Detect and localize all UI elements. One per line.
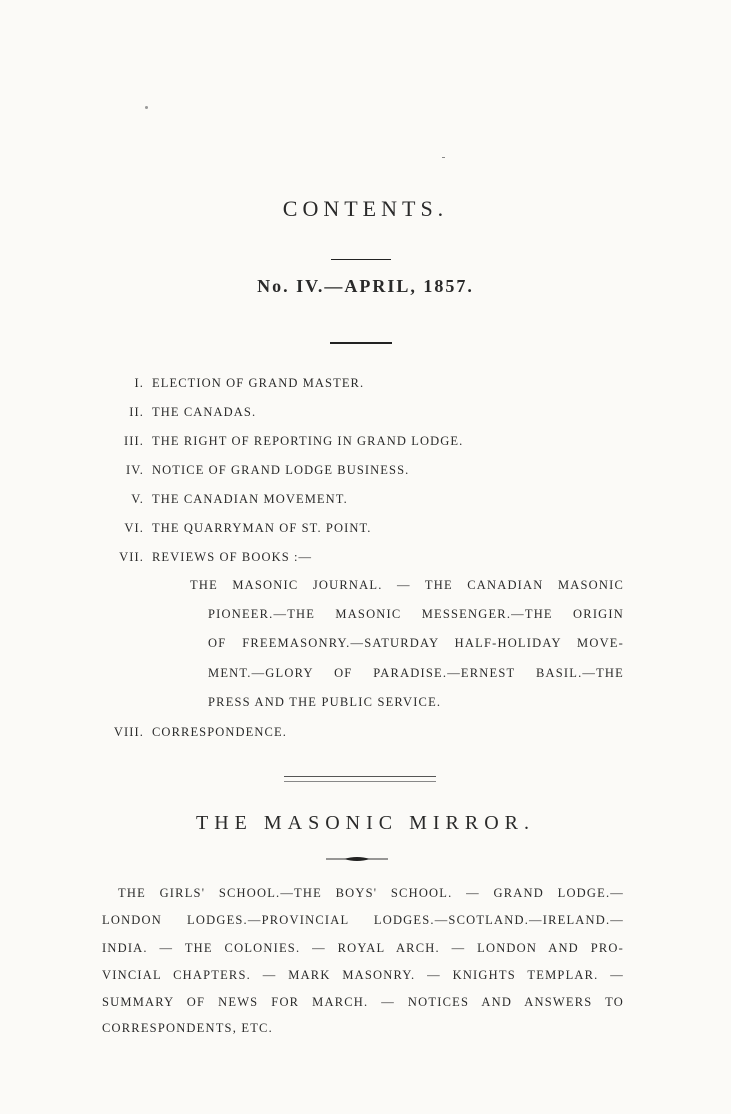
review-line: PIONEER.—THE MASONIC MESSENGER.—THE ORIGIN [208,607,624,621]
list-item [100,550,312,565]
list-item [100,376,364,391]
item-text: THE QUARRYMAN OF ST. POINT. [152,521,372,535]
list-item [100,463,409,478]
item-number: VI. [124,521,144,535]
issue-rule [330,342,392,344]
item-text: CORRESPONDENCE. [152,725,287,739]
ornament-rule [326,856,388,862]
item-number: III. [123,434,144,448]
list-item [100,725,287,740]
item-number: VIII. [113,725,144,739]
page-title: CONTENTS. [282,196,449,221]
review-line: MENT.—GLORY OF PARADISE.—ERNEST BASIL.—THE [208,666,624,680]
issue-line: No. IV.—APRIL, 1857. [257,276,474,296]
mirror-line: VINCIAL CHAPTERS. — MARK MASONRY. — KNIGHTS TEMPLAR. — [102,968,624,982]
item-text: NOTICE OF GRAND LODGE BUSINESS. [152,463,410,477]
mirror-line: SUMMARY OF NEWS FOR MARCH. — NOTICES AND ANSWERS TO [102,995,624,1009]
item-number: V. [131,492,144,506]
mirror-line: CORRESPONDENTS, ETC. [102,1021,273,1035]
list-item [100,434,463,449]
review-line: THE MASONIC JOURNAL. — THE CANADIAN MASONIC [190,578,624,592]
item-text: THE RIGHT OF REPORTING IN GRAND LODGE. [152,434,464,448]
section-title: THE MASONIC MIRROR. [195,812,536,834]
mirror-line: LONDON LODGES.—PROVINCIAL LODGES.—SCOTLAND.—IRELAND.— [102,913,624,927]
list-item [100,405,256,420]
mirror-line: THE GIRLS' SCHOOL.—THE BOYS' SCHOOL. — GRAND LODGE.— [118,886,624,900]
list-item [100,521,372,536]
item-number: VII. [119,550,144,564]
item-number: II. [129,405,144,419]
paper-speck [145,106,148,109]
item-text: REVIEWS OF BOOKS :— [152,550,313,564]
item-number: I. [134,376,144,390]
title-rule [331,259,391,260]
review-line: OF FREEMASONRY.—SATURDAY HALF-HOLIDAY MOVE- [208,636,624,650]
section-divider [284,776,436,782]
item-text: ELECTION OF GRAND MASTER. [152,376,365,390]
item-text: THE CANADAS. [152,405,257,419]
review-line: PRESS AND THE PUBLIC SERVICE. [208,695,442,709]
item-text: THE CANADIAN MOVEMENT. [152,492,348,506]
mirror-line: INDIA. — THE COLONIES. — ROYAL ARCH. — LONDON AND PRO- [102,941,624,955]
paper-speck [442,157,445,158]
list-item [100,492,348,507]
item-number: IV. [125,463,144,477]
